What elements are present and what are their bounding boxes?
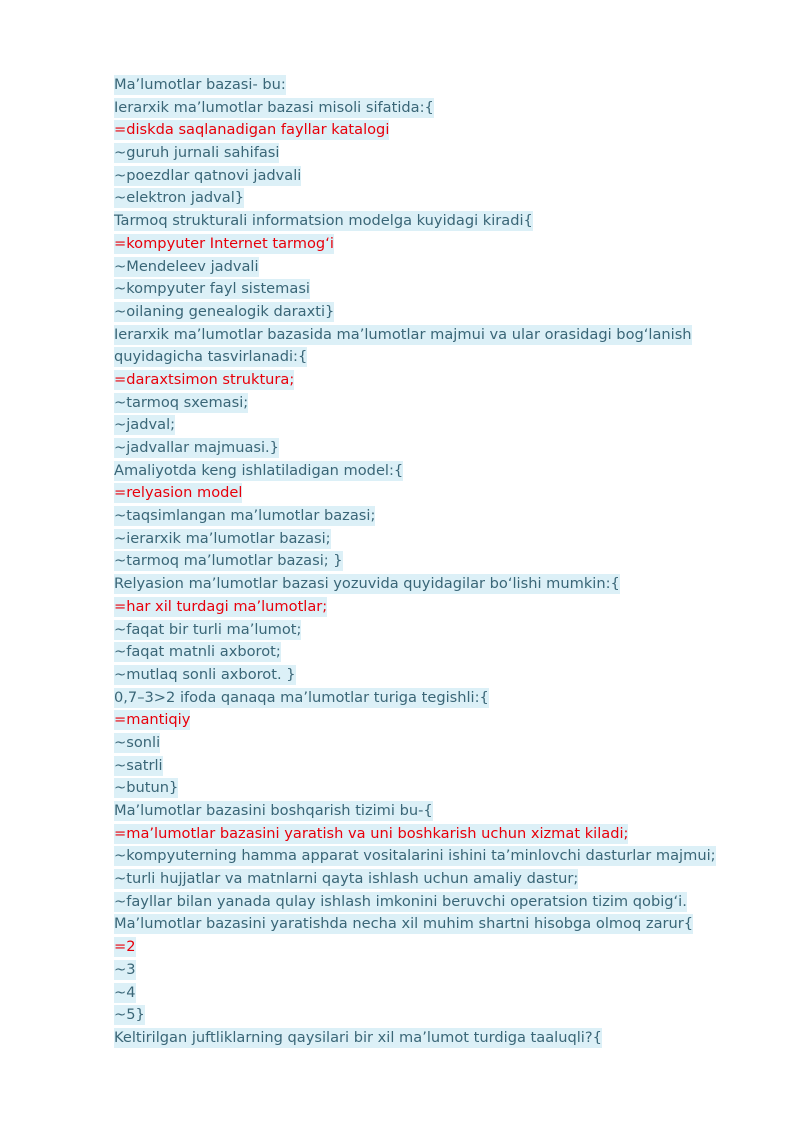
line-text: ~faqat bir turli ma’lumot; bbox=[114, 620, 302, 638]
wrong-answer-line bbox=[114, 142, 714, 165]
document-body bbox=[114, 74, 714, 1050]
line-text: =daraxtsimon struktura; bbox=[114, 370, 295, 388]
line-text: ~fayllar bilan yanada qulay ishlash imkonini beruvchi operatsion tizim qobig‘i. bbox=[114, 892, 687, 910]
line-text: ~Mendeleev jadvali bbox=[114, 257, 259, 275]
line-text: Ma’lumotlar bazasini yaratishda necha xil muhim shartni hisobga olmoq zarur{ bbox=[114, 915, 694, 933]
line-text: ~faqat matnli axborot; bbox=[114, 643, 281, 661]
wrong-answer-line bbox=[114, 732, 714, 755]
line-text: ~butun} bbox=[114, 779, 179, 797]
line-text: 0,7–3>2 ifoda qanaqa ma’lumotlar turiga tegishli:{ bbox=[114, 688, 489, 706]
wrong-answer-line bbox=[114, 505, 714, 528]
wrong-answer-line bbox=[114, 777, 714, 800]
question-line bbox=[114, 74, 714, 97]
line-text: Amaliyotda keng ishlatiladigan model:{ bbox=[114, 461, 404, 479]
wrong-answer-line bbox=[114, 641, 714, 664]
question-line bbox=[114, 687, 714, 710]
line-text: ~3 bbox=[114, 960, 136, 978]
wrong-answer-line bbox=[114, 392, 714, 415]
line-text: =kompyuter Internet tarmog‘i bbox=[114, 234, 334, 252]
wrong-answer-line bbox=[114, 165, 714, 188]
question-line bbox=[114, 1027, 714, 1050]
question-line bbox=[114, 210, 714, 233]
line-text: ~5} bbox=[114, 1006, 145, 1024]
correct-answer-line bbox=[114, 936, 714, 959]
line-text: ~kompyuter fayl sistemasi bbox=[114, 280, 310, 298]
wrong-answer-line bbox=[114, 528, 714, 551]
correct-answer-line bbox=[114, 823, 714, 846]
line-text: =har xil turdagi ma’lumotlar; bbox=[114, 597, 328, 615]
wrong-answer-line bbox=[114, 256, 714, 279]
line-text: quyidagicha tasvirlanadi:{ bbox=[114, 348, 308, 366]
line-text: ~taqsimlangan ma’lumotlar bazasi; bbox=[114, 507, 376, 525]
wrong-answer-line bbox=[114, 414, 714, 437]
correct-answer-line bbox=[114, 119, 714, 142]
line-text: Ma’lumotlar bazasi- bu: bbox=[114, 76, 286, 93]
wrong-answer-line bbox=[114, 982, 714, 1005]
line-text: ~tarmoq ma’lumotlar bazasi; } bbox=[114, 552, 343, 570]
wrong-answer-line bbox=[114, 845, 714, 868]
correct-answer-line bbox=[114, 482, 714, 505]
wrong-answer-line bbox=[114, 437, 714, 460]
line-text: ~ierarxik ma’lumotlar bazasi; bbox=[114, 529, 331, 547]
question-line bbox=[114, 800, 714, 823]
question-line bbox=[114, 573, 714, 596]
line-text: =relyasion model bbox=[114, 484, 243, 502]
correct-answer-line bbox=[114, 233, 714, 256]
wrong-answer-line bbox=[114, 664, 714, 687]
question-line bbox=[114, 346, 714, 369]
wrong-answer-line bbox=[114, 891, 714, 914]
wrong-answer-line bbox=[114, 187, 714, 210]
line-text: ~tarmoq sxemasi; bbox=[114, 393, 249, 411]
wrong-answer-line bbox=[114, 959, 714, 982]
wrong-answer-line bbox=[114, 301, 714, 324]
wrong-answer-line bbox=[114, 1004, 714, 1027]
wrong-answer-line bbox=[114, 550, 714, 573]
correct-answer-line bbox=[114, 709, 714, 732]
line-text: ~jadval; bbox=[114, 416, 176, 434]
question-line bbox=[114, 460, 714, 483]
wrong-answer-line bbox=[114, 755, 714, 778]
correct-answer-line bbox=[114, 596, 714, 619]
line-text: Tarmoq strukturali informatsion modelga kuyidagi kiradi{ bbox=[114, 212, 533, 230]
line-text: Keltirilgan juftliklarning qaysilari bir xil ma’lumot turdiga taaluqli?{ bbox=[114, 1028, 602, 1046]
line-text: Ierarxik ma’lumotlar bazasi misoli sifatida:{ bbox=[114, 98, 434, 116]
line-text: ~guruh jurnali sahifasi bbox=[114, 144, 280, 162]
line-text: =mantiqiy bbox=[114, 711, 191, 729]
line-text: ~oilaning genealogik daraxti} bbox=[114, 302, 335, 320]
line-text: ~jadvallar majmuasi.} bbox=[114, 439, 279, 456]
line-text: ~poezdlar qatnovi jadvali bbox=[114, 166, 302, 184]
wrong-answer-line bbox=[114, 619, 714, 642]
line-text: ~turli hujjatlar va matnlarni qayta ishlash uchun amaliy dastur; bbox=[114, 870, 579, 888]
question-line bbox=[114, 913, 714, 936]
line-text: =2 bbox=[114, 938, 136, 956]
question-line bbox=[114, 97, 714, 120]
wrong-answer-line bbox=[114, 868, 714, 891]
line-text: =ma’lumotlar bazasini yaratish va uni boshkarish uchun xizmat kiladi; bbox=[114, 824, 629, 842]
line-text: Ierarxik ma’lumotlar bazasida ma’lumotlar majmui va ular orasidagi bog‘lanish bbox=[114, 325, 692, 343]
wrong-answer-line bbox=[114, 278, 714, 301]
line-text: ~4 bbox=[114, 983, 136, 1001]
line-text: ~satrli bbox=[114, 756, 163, 774]
question-line bbox=[114, 324, 714, 347]
correct-answer-line bbox=[114, 369, 714, 392]
line-text: ~kompyuterning hamma apparat vositalarini ishini ta’minlovchi dasturlar majmui; bbox=[114, 847, 716, 865]
line-text: ~elektron jadval} bbox=[114, 189, 245, 207]
line-text: ~sonli bbox=[114, 733, 161, 751]
line-text: =diskda saqlanadigan fayllar katalogi bbox=[114, 121, 390, 139]
line-text: Relyasion ma’lumotlar bazasi yozuvida quyidagilar bo‘lishi mumkin:{ bbox=[114, 575, 620, 593]
line-text: Ma’lumotlar bazasini boshqarish tizimi bu-{ bbox=[114, 802, 433, 819]
line-text: ~mutlaq sonli axborot. } bbox=[114, 665, 296, 683]
